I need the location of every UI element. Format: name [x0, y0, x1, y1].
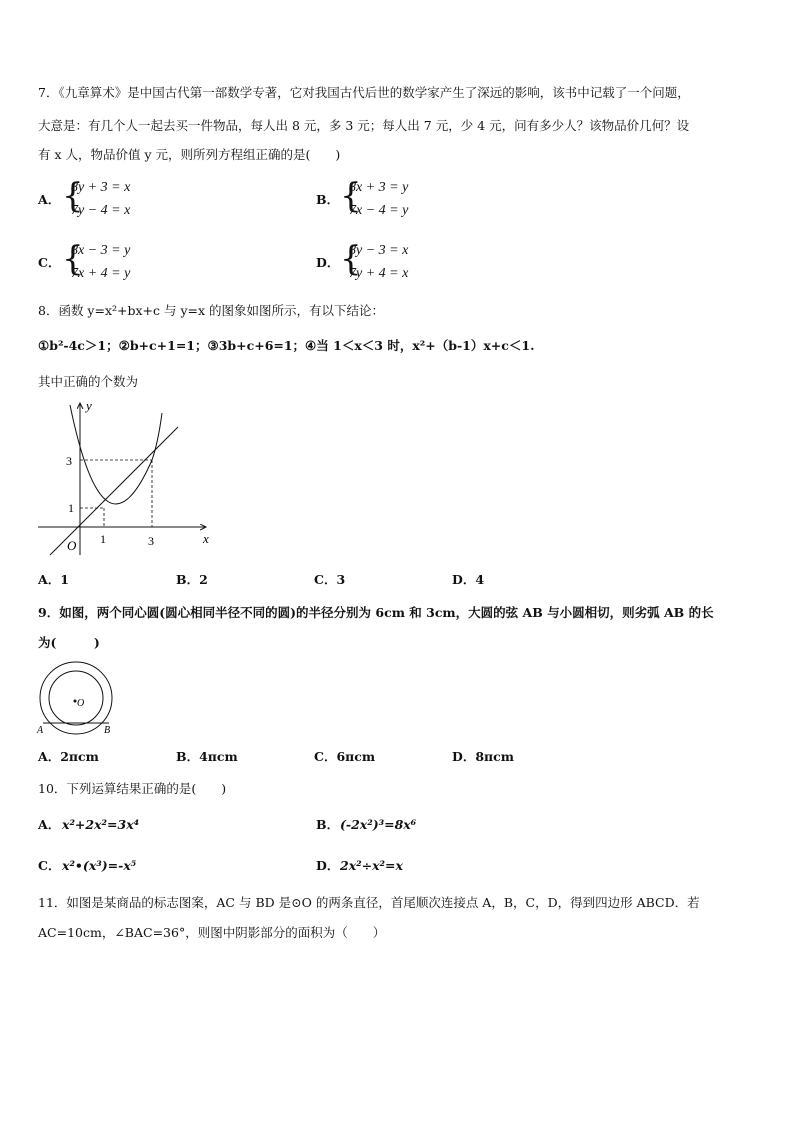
q8-conclusions: ①b²-4c＞1；②b+c+1=1；③3b+c+6=1；④当 1＜x＜3 时，x²+（b-1）x+c＜1. — [38, 338, 535, 353]
q11-stem-line-2: AC=10cm，∠BAC=36°，则图中阴影部分的面积为（ ） — [38, 925, 386, 940]
q7-option-b-system — [340, 176, 460, 222]
q7-option-a-label: A． — [38, 192, 61, 207]
brace-icon: { — [62, 176, 84, 216]
q9-option-c: C．6πcm — [314, 749, 376, 764]
q10-option-a-label: A． — [38, 817, 61, 832]
q10-option-b-text: (-2x²)³=8x⁶ — [340, 817, 417, 832]
q10-option-b-label: B． — [316, 817, 340, 832]
line-y-equals-x — [50, 427, 178, 555]
q8-option-a: A．1 — [38, 572, 69, 587]
small-circle — [49, 671, 103, 725]
y-axis-label: y — [86, 398, 92, 413]
point-b-label: B — [104, 725, 111, 736]
q7-stem-line-1: 7．《九章算术》是中国古代第一部数学专著，它对我国古代后世的数学家产生了深远的影响，该书中记载了一个问题， — [38, 85, 690, 100]
q8-option-b: B．2 — [176, 572, 208, 587]
x-axis-label: x — [203, 531, 209, 546]
q7-option-a-system — [62, 176, 182, 222]
q7-option-a-eq2: 7y − 4 = x — [71, 203, 131, 218]
q9-option-b: B．4πcm — [176, 749, 238, 764]
q7-option-d-eq2: 7y + 4 = x — [349, 266, 409, 281]
q10-option-c-text: x²•(x³)=-x⁵ — [62, 858, 137, 873]
brace-icon: { — [62, 239, 84, 279]
x-tick-3: 3 — [148, 534, 154, 548]
q10-option-d-text: 2x²÷x²=x — [340, 858, 403, 873]
q7-stem-line-3: 有 x 人，物品价值 y 元，则所列方程组正确的是( ) — [38, 147, 341, 162]
q10-option-d-label: D． — [316, 858, 340, 873]
q7-option-d-label: D． — [316, 255, 340, 270]
q10-stem: 10．下列运算结果正确的是( ) — [38, 781, 227, 796]
q10-option-c-label: C． — [38, 858, 61, 873]
y-tick-1: 1 — [68, 501, 74, 515]
q9-option-a: A．2πcm — [38, 749, 99, 764]
q7-option-d-system — [340, 239, 460, 285]
q7-option-b-label: B． — [316, 192, 340, 207]
point-a-label: A — [37, 725, 44, 736]
q7-option-c-eq2: 7x + 4 = y — [71, 266, 131, 281]
q9-stem-line-2: 为( ) — [38, 635, 100, 650]
q7-option-b-eq1: 8x + 3 = y — [349, 180, 409, 195]
q9-stem-line-1: 9．如图，两个同心圆(圆心相同半径不同的圆)的半径分别为 6cm 和 3cm，大圆的弦 AB 与小圆相切，则劣弧 AB 的长 — [38, 605, 714, 620]
y-tick-3: 3 — [66, 454, 72, 468]
q7-option-b-eq2: 7x − 4 = y — [349, 203, 409, 218]
origin-label: O — [67, 538, 77, 553]
q7-stem-line-2: 大意是：有几个人一起去买一件物品，每人出 8 元，多 3 元；每人出 7 元，少 4 元，问有多少人？该物品价几何？设 — [38, 118, 690, 133]
q9-option-d: D．8πcm — [452, 749, 515, 764]
brace-icon: { — [340, 239, 362, 279]
q8-function-graph — [36, 395, 216, 560]
q11-stem-line-1: 11．如图是某商品的标志图案，AC 与 BD 是⊙O 的两条直径，首尾顺次连接点 A，B，C，D，得到四边形 ABCD．若 — [38, 895, 700, 910]
q8-option-c: C．3 — [314, 572, 346, 587]
q8-option-d: D．4 — [452, 572, 485, 587]
q7-option-a-eq1: 8y + 3 = x — [71, 180, 131, 195]
q7-option-c-eq1: 8x − 3 = y — [71, 243, 131, 258]
brace-icon: { — [340, 176, 362, 216]
q9-concentric-circles-figure — [34, 660, 120, 740]
q10-option-a-text: x²+2x²=3x⁴ — [62, 817, 140, 832]
center-label: O — [77, 698, 85, 709]
q7-option-d-eq1: 8y − 3 = x — [349, 243, 409, 258]
q7-option-c-system — [62, 239, 182, 285]
q8-stem-line-1: 8．函数 y=x²+bx+c 与 y=x 的图象如图所示，有以下结论： — [38, 303, 385, 318]
x-tick-1: 1 — [100, 532, 106, 546]
q8-stem-line-3: 其中正确的个数为 — [38, 374, 139, 389]
q7-option-c-label: C． — [38, 255, 61, 270]
